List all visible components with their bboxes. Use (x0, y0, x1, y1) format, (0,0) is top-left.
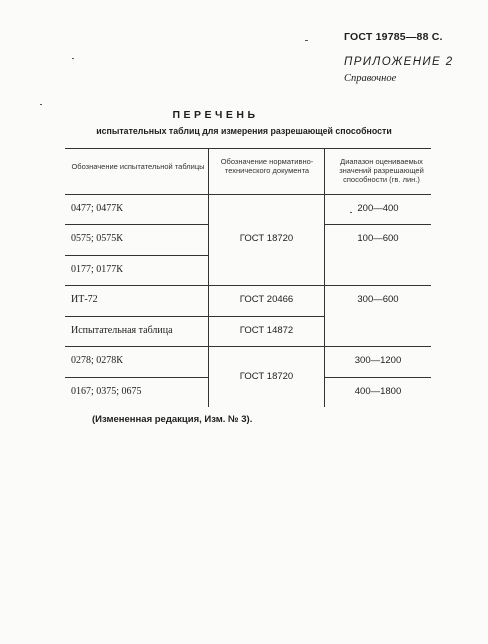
document-cell: ГОСТ 18720 (239, 233, 294, 244)
table-row-designation: 0167; 0375; 0675 (71, 386, 142, 397)
row-rule (65, 346, 431, 347)
column-header-document: Обозначение нормативно-технического документа (220, 157, 314, 175)
gost-page-header: ГОСТ 19785—88 С. (344, 31, 443, 43)
document-title: ПЕРЕЧЕНЬ (172, 109, 259, 121)
range-cell: 300—1200 (354, 355, 402, 366)
table-header-rule (65, 194, 431, 195)
column-header-designation: Обозначение испытательной таблицы (71, 162, 205, 171)
row-rule (65, 285, 431, 286)
table-row-designation: 0477; 0477К (71, 203, 123, 214)
row-rule (65, 255, 208, 256)
row-rule (65, 224, 208, 225)
document-subtitle: испытательных таблиц для измерения разрешающей способности (96, 126, 392, 136)
row-rule (65, 316, 324, 317)
document-cell: ГОСТ 18720 (239, 371, 294, 382)
appendix-label: ПРИЛОЖЕНИЕ 2 (344, 56, 454, 68)
scan-speck (72, 58, 74, 59)
table-row-designation: 0278; 0278К (71, 355, 123, 366)
range-cell: 300—600 (357, 294, 399, 305)
amendment-note: (Измененная редакция, Изм. № 3). (92, 414, 253, 425)
column-divider (324, 148, 325, 407)
range-cell: 200—400 (357, 203, 399, 214)
document-cell: ГОСТ 14872 (239, 325, 294, 336)
row-rule (324, 224, 431, 225)
table-top-rule (65, 148, 431, 149)
table-row-designation: ИТ-72 (71, 294, 98, 305)
scan-speck (40, 104, 42, 105)
range-cell: 100—600 (357, 233, 399, 244)
scan-speck (305, 40, 308, 41)
table-row-designation: 0177; 0177К (71, 264, 123, 275)
document-cell: ГОСТ 20466 (239, 294, 294, 305)
column-divider (208, 148, 209, 407)
reference-label: Справочное (344, 73, 397, 84)
table-row-designation: Испытательная таблица (71, 325, 173, 336)
column-header-range: Диапазон оцениваемых значений разрешающей способности (гв. лин.) (339, 157, 424, 184)
range-cell: 400—1800 (354, 386, 402, 397)
row-rule (65, 377, 208, 378)
table-row-designation: 0575; 0575К (71, 233, 123, 244)
row-rule (324, 377, 431, 378)
